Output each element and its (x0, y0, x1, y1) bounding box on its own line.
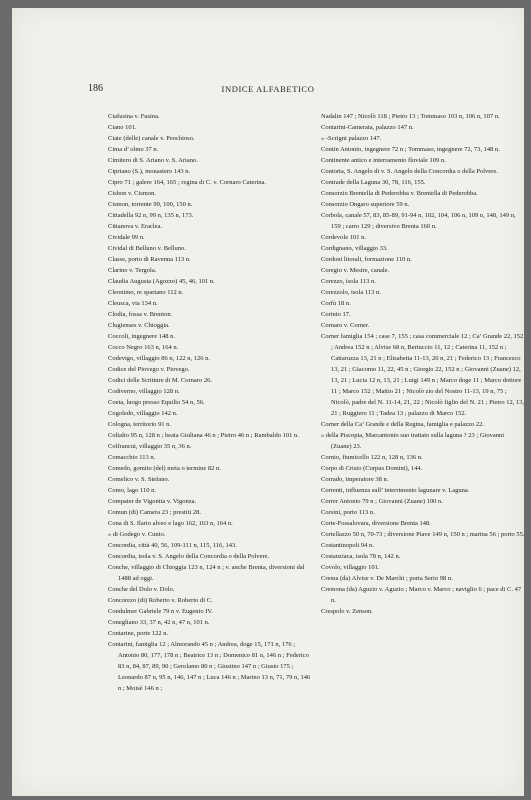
index-entry: Cordevole 101 n. (321, 234, 366, 241)
index-entry: Conche, villaggio di Chioggia 123 n, 124 n ; v. anche Brenta, diversioni dal 1488 ad oggi. (108, 564, 305, 582)
index-entry: Corbola, canale 57, 83, 85-89, 91-94 n, 102, 104, 106 n, 109 n, 148, 149 n, 159 ; carro 129 ; diversivo Brenta 160 n. (321, 212, 516, 230)
index-entry: Cisbon v. Cismon. (108, 190, 156, 197)
index-entry: Crema (da) Alvise v. De Marchi ; porta Serio 98 n. (321, 575, 453, 582)
index-entry: Corte-Fossalovara, diversione Brenta 148. (321, 520, 431, 527)
index-entry: Cordignano, villaggio 33. (321, 245, 388, 252)
index-entry: Corner della Ca’ Grande e della Regina, famiglia e palazzo 22. (321, 421, 485, 428)
index-entry: Clugienses v. Chioggia. (108, 322, 170, 329)
index-entry: Concordia, isola v. S. Angelo della Concordia o della Polvere. (108, 553, 270, 560)
running-title: INDICE ALFABETICO (221, 84, 315, 94)
index-entry: Cremona (da) Aguzio v. Aguzio ; Marco v. Marco ; naviglio 6 ; pace di C. 47 n. (321, 586, 522, 604)
index-entry: Cipriano (S.), monastero 143 n. (108, 168, 191, 175)
index-entry: Codiverno, villaggio 128 n. (108, 388, 180, 395)
index-entry: Cleusca, via 134 n. (108, 300, 158, 307)
index-entry: Contarine, porte 122 n. (108, 630, 169, 637)
index-entry: Correr Antonio 79 n ; Giovanni (Zuane) 100 n. (321, 498, 443, 505)
index-entry: Corezzo, isola 113 n. (321, 278, 376, 285)
index-entry: Cona di S. Ilario alveo e lago 162, 163 n, 164 n. (108, 520, 233, 527)
index-entry: Comacchio 113 n. (108, 454, 156, 461)
index-entry: Corezzolo, isola 113 n. (321, 289, 381, 296)
index-entry: Ciate (delle) canale v. Peochioso. (108, 135, 195, 142)
index-entry: Costantinopoli 94 n. (321, 542, 374, 549)
index-entry: Corner famiglia 154 ; case 7, 155 ; casa commerciale 12 ; Ca’ Grande 22, 152 ; Andrea 152 n ; Alvise 68 n, Bertuccio 11, 12 ; Caterina 11, 152 n ; Cattaruzza 13, 21 n ; Elisabetta 11-13, 20 n, 21 ; Federico 13 ; Francesco 13, 21 ; Giacomo 11, 22, 45 n ; Giorgio 22, 152 n ; Giovanni (Zuane) 12, 13, 21 ; Lucia 12 n, 13, 21 ; Luigi 149 n ; Marco doge 11 ; Marco dottore 11 ; Marco 152 ; Mattio 21 ; Nicolò zio del Nostro 11-13, 19 n, 75 ; Nicolò, padre del N. 11-14, 21, 22 ; Nicolò figlio del N. 21 ; Pietro 12, 13, 21 ; Ruggiero 11 ; Tadea 13 ; palazzo di Marco 152. (321, 333, 524, 417)
index-entry: Clarino v. Tergola. (108, 267, 157, 274)
index-entry: Coregio v. Mestre, canale. (321, 267, 390, 274)
index-entry: Cividale 99 n. (108, 234, 145, 241)
index-entry: Contarini-Camerata, palazzo 147 n. (321, 124, 414, 131)
index-entry: Ciafusina v. Fusina. (108, 113, 160, 120)
index-entry: Classe, porto di Ravenna 113 n. (108, 256, 191, 263)
index-entry: » -Scrigni palazzo 147. (321, 135, 382, 142)
index-entry: Codevigo, villaggio 86 n, 122 n, 126 n. (108, 355, 211, 362)
index-entry: Cittanova v. Eraclea. (108, 223, 163, 230)
index-entry: Corfù 18 n. (321, 300, 351, 307)
index-entry: Crespolo v. Zenson. (321, 608, 373, 615)
index-entry: » di Godego v. Cunio. (108, 531, 166, 538)
index-entry: Concorezo (di) Roberto v. Roberto di C. (108, 597, 213, 604)
page-header (12, 83, 524, 97)
index-entry: Cornaro v. Corner. (321, 322, 370, 329)
index-entry: Claudia Augusta (Agozzo) 45, 46, 101 n. (108, 278, 215, 285)
index-entry: Codice del Piovego v. Piovego. (108, 366, 190, 373)
index-entry: Cittadella 92 n, 99 n, 135 n, 173. (108, 212, 194, 219)
index-entry: Continente antico e interramento fluviale 109 n. (321, 157, 446, 164)
index-entry: Condulmer Gabriele 79 n v. Eugenio IV. (108, 608, 213, 615)
index-entry: Cordoni litorali, formazione 110 n. (321, 256, 412, 263)
index-entry: Cimitero di S. Ariano v. S. Ariano. (108, 157, 198, 164)
index-entry: Codici delle Scritture di M. Cornaro 26. (108, 377, 212, 384)
index-entry: Comedo, gomito (del) meta o termine 82 n. (108, 465, 221, 472)
index-entry: Covolo, villaggio 101. (321, 564, 380, 571)
index-entry: Cortellazzo 50 n, 70-73 ; diversione Piave 149 n, 150 n ; marina 56 ; porto 55. (321, 531, 524, 538)
index-entry: Corrado, imperatore 38 n. (321, 476, 389, 483)
index-entry: Consorzio Brentella di Pederobba v. Brentella di Pederobba. (321, 190, 478, 197)
index-entry: » della Piscopia, Marcantonio suo trattato sulla laguna ? 23 ; Giovanni (Zuane) 23. (321, 432, 505, 450)
index-entry: Consorzio Ongaro superiore 59 n. (321, 201, 410, 208)
index-entry: Contorta, S. Angelo di v. S. Angelo della Concordia o della Polvere. (321, 168, 498, 175)
index-entry: Cornio, fiumicello 122 n, 128 n, 136 n. (321, 454, 423, 461)
index-entry: Cogoledo, villaggio 142 n. (108, 410, 178, 417)
index-entry: Cocco Negro 163 n, 164 n. (108, 344, 179, 351)
index-column-right (321, 111, 524, 617)
index-entry: Cismon, torrente 99, 100, 150 n. (108, 201, 193, 208)
page-number: 186 (88, 83, 103, 94)
index-entry: Compater de Vigontia v. Vigonza. (108, 498, 197, 505)
index-entry: Cipro 71 ; galere 164, 165 ; regina di C. v. Cornaro Caterina. (108, 179, 267, 186)
index-entry: Contarini, famiglia 12 ; Almorando 45 n ; Andrea, doge 15, 171 n, 176 ; Antonio 80, 177, 178 n ; Beatrice 13 n ; Domenico 81 n, 146 n ; Federico 83 n, 84, 87, 89, 90 ; Gerolamo 80 n ; Giustino 147 n ; Giusto 175 ; Leonardo 87 n, 95 n, 146, 147 n ; Luca 146 n ; Marino 13 n, 71, 79 n, 146 n ; Moisè 146 n ; (108, 641, 311, 692)
document-page (12, 8, 524, 796)
index-entry: Correnti, influenza sull’ interrimento lagunare v. Laguna. (321, 487, 470, 494)
index-entry: Costanziaca, isola 78 n, 142 n. (321, 553, 401, 560)
index-entry: Ciano 101. (108, 124, 137, 131)
index-entry: Colfrancui, villaggio 35 n, 36 n. (108, 443, 192, 450)
index-entry: Coccoli, ingegnere 148 n. (108, 333, 175, 340)
index-entry: Cividal di Belluno v. Belluno. (108, 245, 186, 252)
index-column-left (108, 111, 312, 694)
index-entry: Conche del Dolo v. Dolo. (108, 586, 175, 593)
index-entry: Corinto 17. (321, 311, 351, 318)
index-entry: Corsini, porto 113 n. (321, 509, 375, 516)
index-entry: Conegliano 33, 37 n, 42 n, 47 n, 101 n. (108, 619, 210, 626)
index-entry: Contin Antonio, ingegnere 72 n ; Tommaso, ingegnere 72, 73, 148 n. (321, 146, 500, 153)
index-entry: Concordia, città 40, 56, 109-111 n, 115, 116, 143. (108, 542, 237, 549)
index-entry: Clodia, fossa v. Brenton. (108, 311, 173, 318)
index-entry: Cologna, territorio 91 n. (108, 421, 172, 428)
index-entry: Como, lago 110 n. (108, 487, 156, 494)
index-entry: Coeta, luogo presso Equilio 54 n, 56. (108, 399, 205, 406)
index-entry: Cleonimo, re spartano 112 n. (108, 289, 184, 296)
index-entry: Coltalto 95 n, 128 n ; beata Giuliana 46 n ; Pietro 46 n ; Rambaldo 101 n. (108, 432, 299, 439)
index-entry: Cima d’ olmo 37 n. (108, 146, 159, 153)
index-entry: Comelico v. S. Stefano. (108, 476, 170, 483)
index-entry: Nadalin 147 ; Nicolò 118 ; Pietro 13 ; Tommaso 103 n, 106 n, 107 n. (321, 113, 500, 120)
index-entry: Corpo di Cristo (Corpus Domini), 144. (321, 465, 423, 472)
index-entry: Comun (di) Camera 23 ; prestiti 28. (108, 509, 201, 516)
index-entry: Contrade della Laguna 30, 78, 116, 155. (321, 179, 426, 186)
